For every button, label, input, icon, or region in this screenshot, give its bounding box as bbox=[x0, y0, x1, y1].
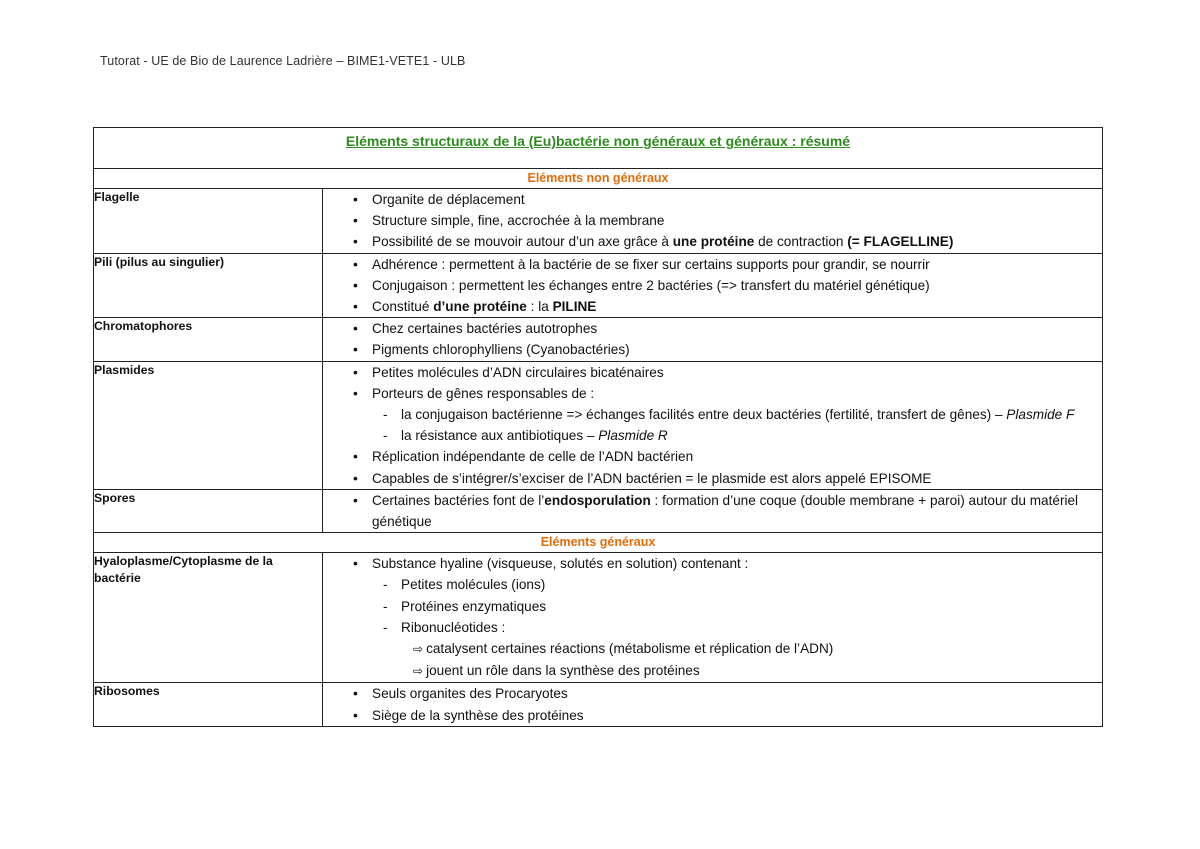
row-label-ribosomes: Ribosomes bbox=[94, 683, 323, 726]
arrow-list-item: ⇨ jouent un rôle dans la synthèse des protéines bbox=[413, 663, 700, 679]
table-row bbox=[94, 318, 1103, 361]
row-content-plasmides bbox=[323, 361, 1103, 489]
row-content-pili bbox=[323, 253, 1103, 318]
list-item: • Organite de déplacement bbox=[323, 189, 1102, 210]
row-content-chromatophores bbox=[323, 318, 1103, 361]
arrow-icon: ⇨ bbox=[413, 664, 424, 679]
arrow-icon: ⇨ bbox=[413, 642, 424, 657]
list-item: • Petites molécules d’ADN circulaires bicaténaires bbox=[323, 362, 1102, 383]
table-row bbox=[94, 361, 1103, 489]
list-item: • Structure simple, fine, accrochée à la membrane bbox=[323, 210, 1102, 231]
list-item: • Adhérence : permettent à la bactérie de se fixer sur certains supports pour grandir, se nourrir bbox=[323, 254, 1102, 275]
list-item: • Pigments chlorophylliens (Cyanobactéries) bbox=[323, 339, 1102, 360]
sub-list-item: - la résistance aux antibiotiques – Plasmide R bbox=[372, 425, 1102, 446]
table-row bbox=[94, 553, 1103, 683]
arrow-list-item: ⇨ catalysent certaines réactions (métabolisme et réplication de l’ADN) bbox=[413, 641, 834, 657]
sub-list-item: - la conjugaison bactérienne => échanges facilités entre deux bactéries (fertilité, transfert de gênes) – Plasmide F bbox=[372, 404, 1102, 425]
table-row bbox=[94, 489, 1103, 532]
list-item: • Substance hyaline (visqueuse, solutés en solution) contenant : - Petites molécules (ions) - Protéines enzymatiques - Ribonucléotides : ⇨ catalysent certaines réactions (métabolisme et réplication de l’ADN) ⇨ jouent un rôle dans la synthèse des protéines bbox=[323, 553, 1102, 682]
summary-table bbox=[93, 127, 1103, 727]
page-header: Tutorat - UE de Bio de Laurence Ladrière – BIME1-VETE1 - ULB bbox=[100, 54, 466, 68]
row-content-spores bbox=[323, 489, 1103, 532]
list-item: • Certaines bactéries font de l’endosporulation : formation d’une coque (double membrane + paroi) autour du matériel génétique bbox=[323, 490, 1102, 532]
list-item: • Constitué d’une protéine : la PILINE bbox=[323, 296, 1102, 317]
row-content-hyaloplasme bbox=[323, 553, 1103, 683]
table-title: Eléments structuraux de la (Eu)bactérie non généraux et généraux : résumé bbox=[345, 133, 851, 149]
list-item: • Porteurs de gênes responsables de : - la conjugaison bactérienne => échanges facilités entre deux bactéries (fertilité, transfert de gênes) – Plasmide F - la résistance aux antibiotiques – Plasmide R bbox=[323, 383, 1102, 447]
table-row bbox=[94, 253, 1103, 318]
row-label-hyaloplasme: Hyaloplasme/Cytoplasme de la bactérie bbox=[94, 553, 323, 683]
sub-list-item: - Protéines enzymatiques bbox=[372, 596, 1102, 617]
list-item: • Chez certaines bactéries autotrophes bbox=[323, 318, 1102, 339]
list-item: • Conjugaison : permettent les échanges entre 2 bactéries (=> transfert du matériel génétique) bbox=[323, 275, 1102, 296]
row-label-pili: Pili (pilus au singulier) bbox=[94, 253, 323, 318]
list-item: • Capables de s’intégrer/s’exciser de l’ADN bactérien = le plasmide est alors appelé EPISOME bbox=[323, 468, 1102, 489]
row-label-flagelle: Flagelle bbox=[94, 189, 323, 254]
row-content-ribosomes bbox=[323, 683, 1103, 726]
row-label-chromatophores: Chromatophores bbox=[94, 318, 323, 361]
row-content-flagelle bbox=[323, 189, 1103, 254]
list-item: • Siège de la synthèse des protéines bbox=[323, 705, 1102, 726]
table-row bbox=[94, 189, 1103, 254]
list-item: • Réplication indépendante de celle de l’ADN bactérien bbox=[323, 446, 1102, 467]
table-row bbox=[94, 683, 1103, 726]
row-label-plasmides: Plasmides bbox=[94, 361, 323, 489]
section-header-non-generaux: Eléments non généraux bbox=[94, 169, 1103, 189]
table-title-cell bbox=[94, 128, 1103, 169]
list-item: • Possibilité de se mouvoir autour d’un axe grâce à une protéine de contraction (= FLAGELLINE) bbox=[323, 231, 1102, 252]
row-label-spores: Spores bbox=[94, 489, 323, 532]
list-item: • Seuls organites des Procaryotes bbox=[323, 683, 1102, 704]
sub-list-item: - Petites molécules (ions) bbox=[372, 574, 1102, 595]
section-header-generaux: Eléments généraux bbox=[94, 533, 1103, 553]
sub-list-item: - Ribonucléotides : ⇨ catalysent certaines réactions (métabolisme et réplication de l’ADN) ⇨ jouent un rôle dans la synthèse des protéines bbox=[372, 617, 1102, 683]
